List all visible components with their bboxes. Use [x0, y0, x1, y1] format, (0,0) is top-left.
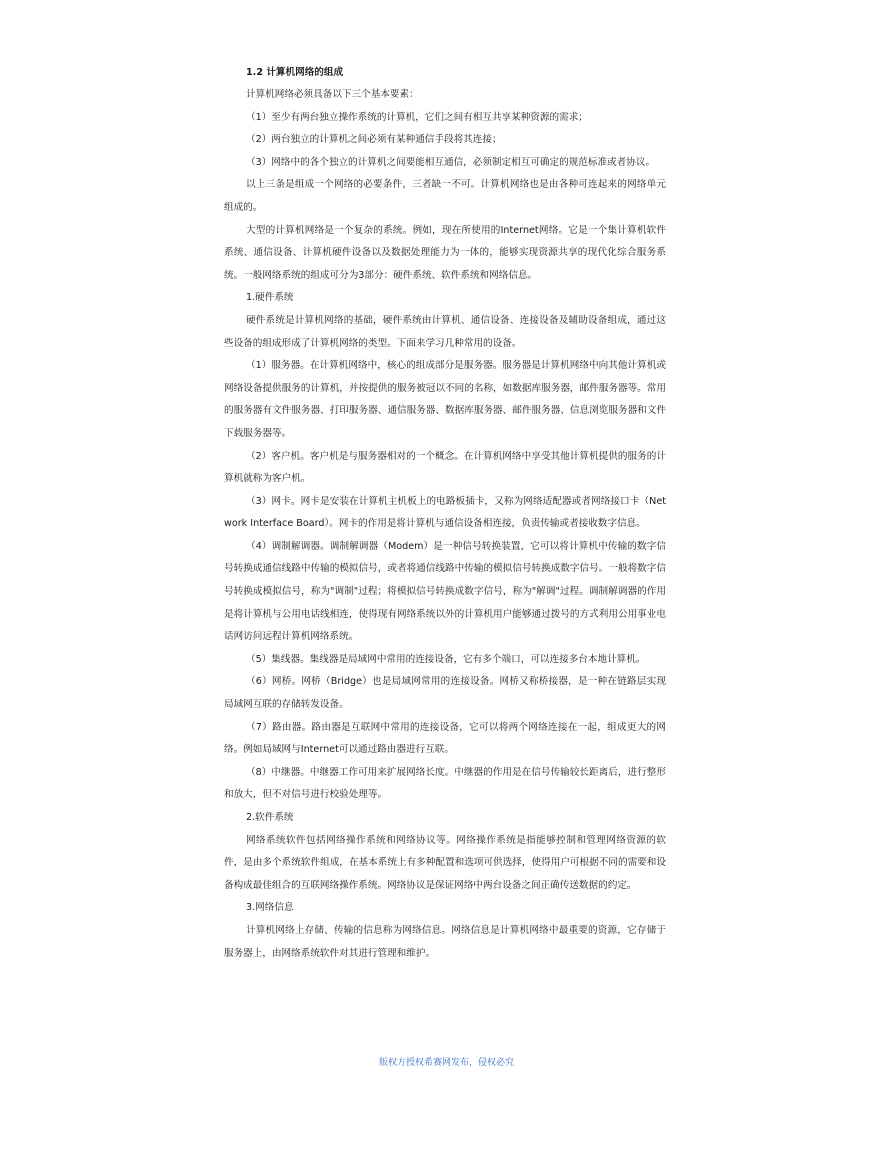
list-item-server: （1）服务器。在计算机网络中，核心的组成部分是服务器。服务器是计算机网络中向其他计算机或网络设备提供服务的计算机，并按提供的服务被冠以不同的名称，如数据库服务器，邮件服务器等。常用的服务器有文件服务器、打印服务器、通信服务器、数据库服务器、邮件服务器、信息浏览服务器和文件下载服务器等。	[224, 360, 666, 439]
subsection-title-software: 2.软件系统	[246, 812, 294, 823]
section-heading: 1.2 计算机网络的组成	[246, 67, 344, 78]
subsection-title-network-info: 3.网络信息	[246, 902, 294, 914]
paragraph: （2）两台独立的计算机之间必须有某种通信手段将其连接；	[246, 134, 502, 146]
subsection-title-hardware: 1.硬件系统	[246, 292, 294, 304]
document-body	[224, 62, 666, 965]
list-item-hub: （5）集线器。集线器是局域网中常用的连接设备，它有多个端口，可以连接多台本地计算机。	[246, 653, 646, 665]
list-item-bridge: （6）网桥。网桥（Bridge）也是局域网常用的连接设备。网桥又称桥接器，是一种在链路层实现局域网互联的存储转发设备。	[224, 676, 666, 711]
paragraph: 大型的计算机网络是一个复杂的系统。例如，现在所使用的Internet网络。它是一个集计算机软件系统、通信设备、计算机硬件设备以及数据处理能力为一体的，能够实现资源共享的现代化综合服务系统。一般网络系统的组成可分为3部分：硬件系统、软件系统和网络信息。	[224, 224, 666, 281]
paragraph: （3）网络中的各个独立的计算机之间要能相互通信，必须制定相互可确定的规范标准或者协议。	[246, 156, 656, 168]
paragraph: 以上三条是组成一个网络的必要条件，三者缺一不可。计算机网络也是由各种可连起来的网络单元组成的。	[224, 179, 666, 213]
paragraph: 网络系统软件包括网络操作系统和网络协议等。网络操作系统是指能够控制和管理网络资源的软件，是由多个系统软件组成，在基本系统上有多种配置和选项可供选择，使得用户可根据不同的需要和设备构成最佳组合的互联网络操作系统。网络协议是保证网络中两台设备之间正确传送数据的约定。	[224, 834, 666, 891]
paragraph: 硬件系统是计算机网络的基础，硬件系统由计算机、通信设备、连接设备及辅助设备组成，通过这些设备的组成形成了计算机网络的类型。下面来学习几种常用的设备。	[224, 314, 666, 349]
list-item-router: （7）路由器。路由器是互联网中常用的连接设备，它可以将两个网络连接在一起，组成更大的网络。例如局域网与Internet可以通过路由器进行互联。	[224, 721, 666, 756]
copyright-footer: 版权方授权希赛网发布，侵权必究	[378, 1058, 514, 1068]
list-item-repeater: （8）中继器。中继器工作可用来扩展网络长度。中继器的作用是在信号传输较长距离后，进行整形和放大，但不对信号进行校验处理等。	[224, 766, 666, 801]
paragraph: 计算机网络必须具备以下三个基本要素：	[246, 89, 419, 100]
list-item-modem: （4）调制解调器。调制解调器（Modem）是一种信号转换装置，它可以将计算机中传输的数字信号转换成通信线路中传输的模拟信号，或者将通信线路中传输的模拟信号转换成数字信号。一般将数字信号转换成模拟信号，称为"调制"过程；将模拟信号转换成数字信号，称为"解调"过程。调制解调器的作用是将计算机与公用电话线相连，使得现有网络系统以外的计算机用户能够通过拨号的方式利用公用事业电话网访问远程计算机网络系统。	[224, 540, 666, 643]
paragraph: （1）至少有两台独立操作系统的计算机，它们之间有相互共享某种资源的需求；	[246, 111, 588, 123]
list-item-nic: （3）网卡。网卡是安装在计算机主机板上的电路板插卡，又称为网络适配器或者网络接口卡（Network Interface Board）。网卡的作用是将计算机与通信设备相连接，负责传输或者接收数字信息。	[224, 495, 666, 530]
list-item-client: （2）客户机。客户机是与服务器相对的一个概念。在计算机网络中享受其他计算机提供的服务的计算机就称为客户机。	[224, 450, 666, 485]
paragraph: 计算机网络上存储、传输的信息称为网络信息。网络信息是计算机网络中最重要的资源，它存储于服务器上，由网络系统软件对其进行管理和维护。	[224, 924, 666, 959]
